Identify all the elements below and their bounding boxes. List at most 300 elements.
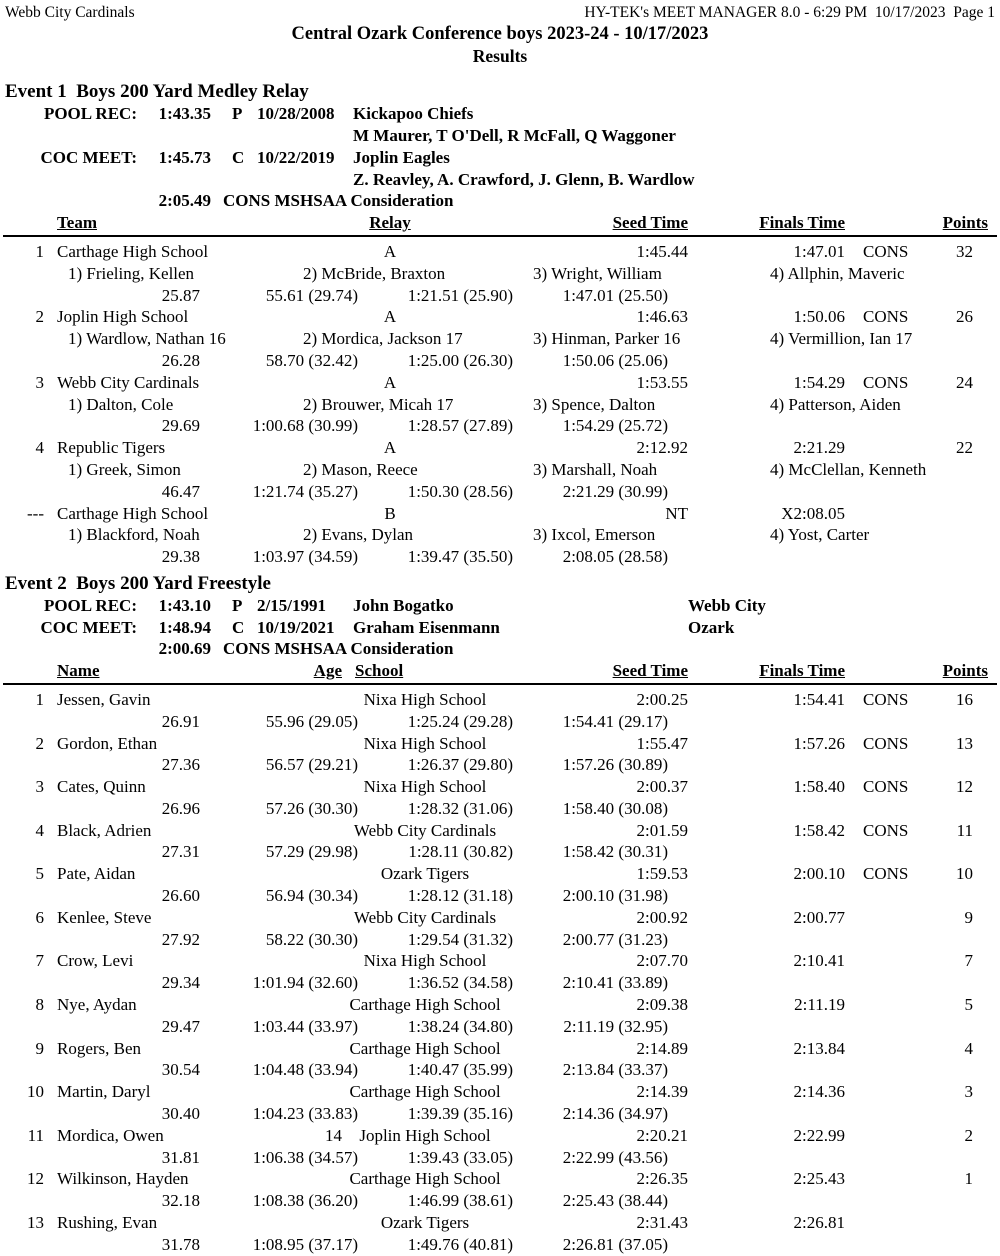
entry-school: Webb City Cardinals: [353, 907, 497, 927]
record-row: [0, 617, 1000, 639]
entry-points: 12: [956, 777, 973, 797]
split-time-3: 1:46.99 (38.61): [407, 1191, 513, 1211]
entry-seed-time: 1:45.44: [636, 241, 688, 261]
split-time-1: 27.31: [161, 842, 200, 862]
split-time-3: 1:49.76 (40.81): [407, 1234, 513, 1254]
entry-seed-time: NT: [665, 503, 688, 523]
entry-seed-time: 1:53.55: [636, 372, 688, 392]
entry-name: Nye, Aydan: [57, 995, 137, 1015]
entry-school: Joplin High School: [359, 1125, 491, 1145]
record-holder: Graham Eisenmann: [353, 617, 500, 637]
meet-title: Central Ozark Conference boys 2023-24 - 10/17/2023: [291, 23, 709, 44]
split-time-2: 1:03.44 (33.97): [252, 1016, 358, 1036]
entry-school: Carthage High School: [349, 995, 501, 1015]
entry-team: Republic Tigers: [57, 438, 166, 458]
split-time-3: 1:21.51 (25.90): [407, 285, 513, 305]
relay-leg-3: 3) Ixcol, Emerson: [533, 525, 656, 545]
entry-main-row: [0, 1212, 1000, 1234]
entry-name: Pate, Aidan: [57, 864, 136, 884]
entry-points: 9: [964, 907, 973, 927]
relay-leg-1: 1) Greek, Simon: [68, 459, 181, 479]
entry-main-row: [0, 306, 1000, 328]
record-time: 1:48.94: [158, 617, 211, 637]
record-label: COC MEET:: [40, 617, 137, 637]
report-software-meta: HY-TEK's MEET MANAGER 8.0 - 6:29 PM 10/17/2023 Page 1: [584, 4, 995, 21]
entry-relay-letter: A: [383, 372, 397, 392]
record-flag: P: [232, 104, 243, 124]
entry-points: 32: [956, 241, 973, 261]
entry-team: Carthage High School: [57, 241, 209, 261]
entry-relay-letter: A: [383, 241, 397, 261]
event-section: [0, 573, 1000, 1256]
record-time: 1:43.10: [158, 595, 211, 615]
relay-leg-2: 2) McBride, Braxton: [303, 263, 446, 283]
entry-rank: 9: [35, 1038, 44, 1058]
split-time-1: 29.34: [161, 973, 200, 993]
relay-leg-4: 4) Patterson, Aiden: [770, 394, 901, 414]
entry-splits-row: [0, 711, 1000, 733]
record-label: POOL REC:: [43, 595, 137, 615]
split-time-2: 1:08.95 (37.17): [252, 1234, 358, 1254]
record-row: [0, 147, 1000, 169]
entry-finals-time: 2:14.36: [793, 1082, 845, 1102]
entry-seed-time: 2:14.39: [636, 1082, 688, 1102]
split-time-1: 26.91: [161, 711, 200, 731]
entry-seed-time: 2:00.37: [636, 777, 688, 797]
entry-seed-time: 2:07.70: [636, 951, 688, 971]
event-title: Event 1 Boys 200 Yard Medley Relay: [5, 81, 309, 103]
split-time-4: 2:22.99 (43.56): [562, 1147, 668, 1167]
entry-finals-time: 2:10.41: [793, 951, 845, 971]
split-time-3: 1:39.43 (33.05): [407, 1147, 513, 1167]
record-row: [0, 103, 1000, 125]
split-time-3: 1:29.54 (31.32): [407, 929, 513, 949]
entry-legs-row: [0, 328, 1000, 350]
relay-leg-4: 4) Vermillion, Ian 17: [770, 329, 913, 349]
split-time-3: 1:39.47 (35.50): [407, 547, 513, 567]
split-time-4: 1:54.41 (29.17): [562, 711, 668, 731]
entry-finals-time: 1:54.29: [793, 372, 845, 392]
entry-splits-row: [0, 798, 1000, 820]
event-section: [0, 81, 1000, 568]
entry-rank: 1: [35, 241, 44, 261]
entry-finals-time: 1:58.40: [793, 777, 845, 797]
entry-splits-row: [0, 1234, 1000, 1256]
entry-finals-time: 1:50.06: [793, 307, 845, 327]
entry-seed-time: 2:09.38: [636, 995, 688, 1015]
split-time-4: 2:11.19 (32.95): [563, 1016, 668, 1036]
split-time-2: 1:01.94 (32.60): [252, 973, 358, 993]
entry-main-row: [0, 950, 1000, 972]
split-time-4: 2:21.29 (30.99): [562, 481, 668, 501]
entry-splits-row: [0, 1190, 1000, 1212]
split-time-1: 27.36: [161, 755, 200, 775]
entry-team: Joplin High School: [57, 307, 189, 327]
consideration-label: CONS MSHSAA Consideration: [223, 639, 454, 659]
split-time-4: 1:58.40 (30.08): [562, 798, 668, 818]
split-time-4: 2:26.81 (37.05): [562, 1234, 668, 1254]
split-time-4: 2:00.77 (31.23): [562, 929, 668, 949]
entry-finals-time: 2:00.77: [793, 907, 845, 927]
split-time-2: 1:06.38 (34.57): [252, 1147, 358, 1167]
relay-leg-2: 2) Mordica, Jackson 17: [303, 329, 463, 349]
entry-finals-time: 1:54.41: [793, 689, 845, 709]
entry-rank: 11: [27, 1125, 44, 1145]
entry-points: 11: [956, 820, 973, 840]
entry-seed-time: 2:31.43: [636, 1213, 688, 1233]
entry-points: 7: [964, 951, 973, 971]
entry-points: 4: [964, 1038, 973, 1058]
split-time-3: 1:28.32 (31.06): [407, 798, 513, 818]
entry-rank: ---: [27, 503, 44, 523]
entry-rank: 7: [35, 951, 44, 971]
entry-rank: 8: [35, 995, 44, 1015]
column-header-finals-time: Finals Time: [759, 661, 845, 681]
relay-leg-4: 4) Allphin, Maveric: [770, 263, 905, 283]
entry-cons-flag: CONS: [863, 241, 909, 261]
record-date: 2/15/1991: [257, 595, 326, 615]
split-time-3: 1:36.52 (34.58): [407, 973, 513, 993]
consideration-label: CONS MSHSAA Consideration: [223, 191, 454, 211]
entry-rank: 6: [35, 907, 44, 927]
entry-splits-row: [0, 415, 1000, 437]
relay-leg-3: 3) Wright, William: [533, 263, 662, 283]
entry-main-row: [0, 503, 1000, 525]
column-header-finals-time: Finals Time: [759, 213, 845, 233]
entry-school: Nixa High School: [363, 951, 487, 971]
split-time-1: 26.28: [161, 350, 200, 370]
entry-school: Nixa High School: [363, 689, 487, 709]
split-time-2: 57.26 (30.30): [265, 798, 358, 818]
entry-points: 10: [956, 864, 973, 884]
relay-leg-2: 2) Evans, Dylan: [303, 525, 414, 545]
entry-seed-time: 2:26.35: [636, 1169, 688, 1189]
entry-school: Carthage High School: [349, 1169, 501, 1189]
split-time-3: 1:28.11 (30.82): [408, 842, 513, 862]
entry-rank: 4: [35, 438, 44, 458]
split-time-3: 1:25.24 (29.28): [407, 711, 513, 731]
entry-main-row: [0, 241, 1000, 263]
entry-relay-letter: A: [383, 307, 397, 327]
entry-seed-time: 2:20.21: [636, 1125, 688, 1145]
entry-main-row: [0, 1125, 1000, 1147]
split-time-3: 1:39.39 (35.16): [407, 1104, 513, 1124]
entry-school: Ozark Tigers: [380, 864, 470, 884]
split-time-4: 2:14.36 (34.97): [562, 1104, 668, 1124]
entry-school: Nixa High School: [363, 733, 487, 753]
record-flag: P: [232, 595, 243, 615]
entry-age: 14: [325, 1125, 342, 1145]
page-header-row: [0, 2, 1000, 24]
entry-relay-letter: B: [384, 503, 396, 523]
entry-school: Webb City Cardinals: [353, 820, 497, 840]
entry-rank: 13: [27, 1213, 44, 1233]
relay-leg-3: 3) Spence, Dalton: [533, 394, 656, 414]
column-header-age: Age: [313, 661, 342, 681]
entry-legs-row: [0, 524, 1000, 546]
entry-splits-row: [0, 350, 1000, 372]
entry-cons-flag: CONS: [863, 733, 909, 753]
entry-finals-time: 2:25.43: [793, 1169, 845, 1189]
record-detail-row: [0, 169, 1000, 191]
record-label: COC MEET:: [40, 147, 137, 167]
entry-school: Ozark Tigers: [380, 1213, 470, 1233]
split-time-2: 58.22 (30.30): [265, 929, 358, 949]
column-header-relay: Relay: [369, 213, 411, 233]
split-time-4: 2:00.10 (31.98): [562, 886, 668, 906]
entry-seed-time: 1:59.53: [636, 864, 688, 884]
entry-finals-time: X2:08.05: [781, 503, 845, 523]
entry-school: Carthage High School: [349, 1038, 501, 1058]
split-time-2: 1:08.38 (36.20): [252, 1191, 358, 1211]
consideration-time: 2:00.69: [158, 639, 211, 659]
entry-finals-time: 2:26.81: [793, 1213, 845, 1233]
entry-main-row: [0, 863, 1000, 885]
column-header-row: [0, 212, 1000, 234]
entry-name: Martin, Daryl: [57, 1082, 151, 1102]
entry-rank: 3: [35, 372, 44, 392]
record-flag: C: [232, 617, 245, 637]
entry-main-row: [0, 733, 1000, 755]
split-time-1: 31.78: [161, 1234, 200, 1254]
entry-points: 22: [956, 438, 973, 458]
entry-main-row: [0, 820, 1000, 842]
entry-main-row: [0, 1081, 1000, 1103]
split-time-2: 1:03.97 (34.59): [252, 547, 358, 567]
split-time-2: 1:00.68 (30.99): [252, 416, 358, 436]
entry-points: 2: [964, 1125, 973, 1145]
entry-rank: 1: [35, 689, 44, 709]
split-time-2: 1:04.48 (33.94): [252, 1060, 358, 1080]
entry-school: Carthage High School: [349, 1082, 501, 1102]
entry-main-row: [0, 776, 1000, 798]
entry-cons-flag: CONS: [863, 689, 909, 709]
entry-points: 5: [964, 995, 973, 1015]
entry-splits-row: [0, 481, 1000, 503]
split-time-2: 55.96 (29.05): [265, 711, 358, 731]
results-heading-row: [0, 46, 1000, 68]
entry-splits-row: [0, 885, 1000, 907]
consideration-time: 2:05.49: [158, 191, 211, 211]
split-time-4: 1:50.06 (25.06): [562, 350, 668, 370]
entry-main-row: [0, 437, 1000, 459]
entry-finals-time: 2:11.19: [794, 995, 845, 1015]
entry-splits-row: [0, 546, 1000, 568]
entry-school: Nixa High School: [363, 777, 487, 797]
entry-finals-time: 1:58.42: [793, 820, 845, 840]
split-time-4: 2:13.84 (33.37): [562, 1060, 668, 1080]
entry-legs-row: [0, 394, 1000, 416]
entry-name: Cates, Quinn: [57, 777, 146, 797]
entry-relay-letter: A: [383, 438, 397, 458]
entry-points: 1: [964, 1169, 973, 1189]
split-time-1: 29.69: [161, 416, 200, 436]
split-time-1: 29.38: [161, 547, 200, 567]
record-label: POOL REC:: [43, 104, 137, 124]
entry-name: Rushing, Evan: [57, 1213, 158, 1233]
split-time-4: 1:58.42 (30.31): [562, 842, 668, 862]
column-header-points: Points: [942, 213, 988, 233]
relay-leg-2: 2) Brouwer, Micah 17: [303, 394, 454, 414]
split-time-3: 1:50.30 (28.56): [407, 481, 513, 501]
entry-finals-time: 2:13.84: [793, 1038, 845, 1058]
entry-legs-row: [0, 263, 1000, 285]
split-time-2: 1:21.74 (35.27): [252, 481, 358, 501]
split-time-2: 57.29 (29.98): [265, 842, 358, 862]
entry-name: Wilkinson, Hayden: [57, 1169, 189, 1189]
record-relay-members: Z. Reavley, A. Crawford, J. Glenn, B. Wardlow: [353, 169, 695, 189]
entry-legs-row: [0, 459, 1000, 481]
split-time-1: 46.47: [161, 481, 200, 501]
entry-seed-time: 1:55.47: [636, 733, 688, 753]
split-time-2: 55.61 (29.74): [265, 285, 358, 305]
record-affiliation: Ozark: [688, 617, 735, 637]
split-time-3: 1:26.37 (29.80): [407, 755, 513, 775]
record-date: 10/28/2008: [257, 104, 335, 124]
entry-rank: 4: [35, 820, 44, 840]
split-time-1: 26.96: [161, 798, 200, 818]
entry-name: Kenlee, Steve: [57, 907, 152, 927]
entry-main-row: [0, 689, 1000, 711]
entry-finals-time: 1:47.01: [793, 241, 845, 261]
split-time-1: 32.18: [161, 1191, 200, 1211]
split-time-1: 25.87: [161, 285, 200, 305]
entry-finals-time: 2:22.99: [793, 1125, 845, 1145]
split-time-2: 56.57 (29.21): [265, 755, 358, 775]
record-holder: John Bogatko: [353, 595, 454, 615]
entry-name: Rogers, Ben: [57, 1038, 142, 1058]
column-header-seed-time: Seed Time: [612, 661, 688, 681]
record-time: 1:45.73: [158, 147, 211, 167]
entry-splits-row: [0, 1103, 1000, 1125]
entry-team: Webb City Cardinals: [57, 372, 200, 392]
record-date: 10/22/2019: [257, 147, 335, 167]
column-header-school: School: [355, 661, 404, 681]
split-time-1: 30.54: [161, 1060, 200, 1080]
record-detail-row: [0, 125, 1000, 147]
relay-leg-1: 1) Wardlow, Nathan 16: [68, 329, 226, 349]
entry-points: 26: [956, 307, 973, 327]
relay-leg-3: 3) Marshall, Noah: [533, 459, 658, 479]
entry-rank: 12: [27, 1169, 44, 1189]
entry-points: 3: [964, 1082, 973, 1102]
record-relay-members: M Maurer, T O'Dell, R McFall, Q Waggoner: [353, 125, 676, 145]
entry-splits-row: [0, 754, 1000, 776]
split-time-3: 1:28.57 (27.89): [407, 416, 513, 436]
event-title: Event 2 Boys 200 Yard Freestyle: [5, 572, 271, 594]
column-header-points: Points: [942, 661, 988, 681]
entry-seed-time: 2:00.92: [636, 907, 688, 927]
relay-leg-1: 1) Frieling, Kellen: [68, 263, 195, 283]
split-time-2: 58.70 (32.42): [265, 350, 358, 370]
entry-splits-row: [0, 841, 1000, 863]
entry-seed-time: 2:14.89: [636, 1038, 688, 1058]
relay-leg-3: 3) Hinman, Parker 16: [533, 329, 681, 349]
relay-leg-4: 4) Yost, Carter: [770, 525, 870, 545]
record-time: 1:43.35: [158, 104, 211, 124]
meet-title-row: [0, 24, 1000, 46]
results-heading: Results: [472, 45, 528, 66]
split-time-2: 1:04.23 (33.83): [252, 1104, 358, 1124]
split-time-4: 1:54.29 (25.72): [562, 416, 668, 436]
entry-team: Carthage High School: [57, 503, 209, 523]
entry-cons-flag: CONS: [863, 307, 909, 327]
record-flag: C: [232, 147, 245, 167]
entry-splits-row: [0, 1016, 1000, 1038]
column-header-team: Team: [57, 213, 97, 233]
split-time-3: 1:38.24 (34.80): [407, 1016, 513, 1036]
entry-name: Crow, Levi: [57, 951, 134, 971]
event-title-row: [0, 81, 1000, 103]
relay-leg-1: 1) Blackford, Noah: [68, 525, 200, 545]
entry-name: Jessen, Gavin: [57, 689, 151, 709]
split-time-1: 26.60: [161, 886, 200, 906]
entry-seed-time: 2:00.25: [636, 689, 688, 709]
entry-main-row: [0, 907, 1000, 929]
relay-leg-4: 4) McClellan, Kenneth: [770, 459, 927, 479]
record-holder: Joplin Eagles: [353, 147, 450, 167]
entry-rank: 2: [35, 307, 44, 327]
entry-seed-time: 1:46.63: [636, 307, 688, 327]
entry-points: 13: [956, 733, 973, 753]
report-host-team: Webb City Cardinals: [5, 4, 135, 21]
entry-cons-flag: CONS: [863, 777, 909, 797]
entry-cons-flag: CONS: [863, 820, 909, 840]
entry-rank: 5: [35, 864, 44, 884]
entry-name: Gordon, Ethan: [57, 733, 158, 753]
consideration-row: [0, 190, 1000, 212]
split-time-3: 1:28.12 (31.18): [407, 886, 513, 906]
consideration-row: [0, 638, 1000, 660]
entry-rank: 2: [35, 733, 44, 753]
record-holder: Kickapoo Chiefs: [353, 104, 474, 124]
split-time-4: 2:10.41 (33.89): [562, 973, 668, 993]
split-time-2: 56.94 (30.34): [265, 886, 358, 906]
split-time-1: 31.81: [161, 1147, 200, 1167]
entry-main-row: [0, 994, 1000, 1016]
entry-points: 24: [956, 372, 973, 392]
entry-finals-time: 1:57.26: [793, 733, 845, 753]
entry-cons-flag: CONS: [863, 372, 909, 392]
relay-leg-2: 2) Mason, Reece: [303, 459, 418, 479]
split-time-1: 30.40: [161, 1104, 200, 1124]
entry-points: 16: [956, 689, 973, 709]
entry-main-row: [0, 1038, 1000, 1060]
split-time-4: 2:08.05 (28.58): [562, 547, 668, 567]
split-time-3: 1:40.47 (35.99): [407, 1060, 513, 1080]
entry-finals-time: 2:21.29: [793, 438, 845, 458]
entry-seed-time: 2:01.59: [636, 820, 688, 840]
entry-name: Mordica, Owen: [57, 1125, 164, 1145]
entry-splits-row: [0, 1059, 1000, 1081]
split-time-1: 29.47: [161, 1016, 200, 1036]
column-header-seed-time: Seed Time: [612, 213, 688, 233]
split-time-4: 1:57.26 (30.89): [562, 755, 668, 775]
entry-splits-row: [0, 972, 1000, 994]
split-time-3: 1:25.00 (26.30): [407, 350, 513, 370]
entry-seed-time: 2:12.92: [636, 438, 688, 458]
record-date: 10/19/2021: [257, 617, 335, 637]
split-time-1: 27.92: [161, 929, 200, 949]
record-row: [0, 595, 1000, 617]
column-header-name: Name: [57, 661, 100, 681]
entry-main-row: [0, 1168, 1000, 1190]
column-header-row: [0, 660, 1000, 682]
split-time-4: 1:47.01 (25.50): [562, 285, 668, 305]
entry-splits-row: [0, 1147, 1000, 1169]
entry-splits-row: [0, 929, 1000, 951]
entry-cons-flag: CONS: [863, 864, 909, 884]
